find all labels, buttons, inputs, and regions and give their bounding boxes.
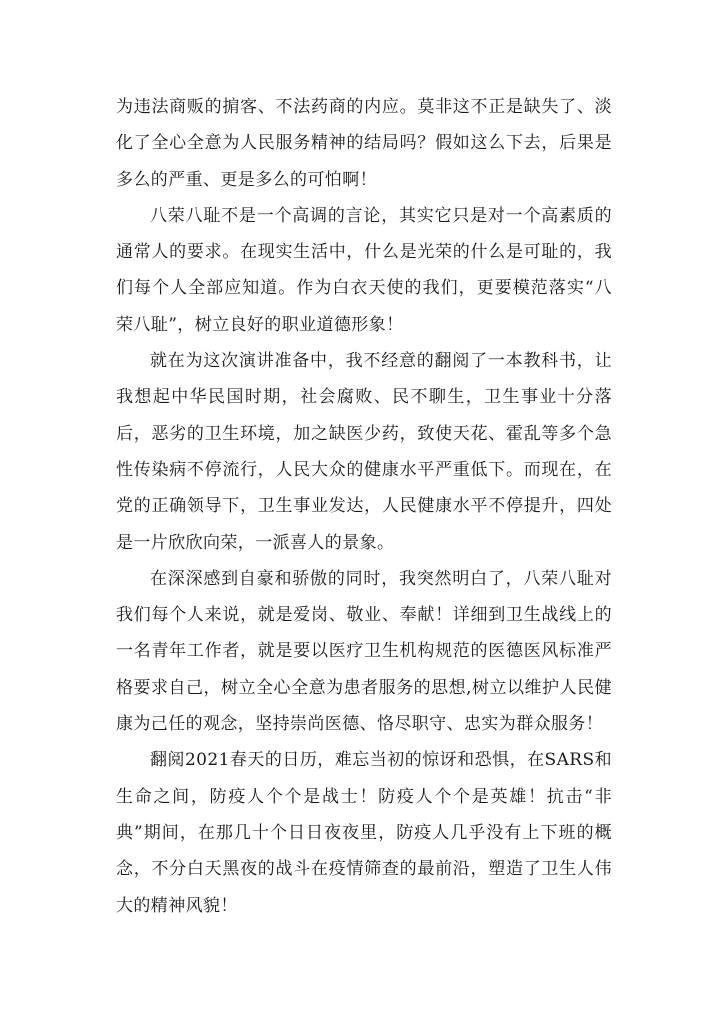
paragraph-speech-preparation: 就在为这次演讲准备中，我不经意的翻阅了一本教科书，让我想起中华民国时期，社会腐败、民不聊生，卫生事业十分落后，恶劣的卫生环境，加之缺医少药，致使天花、霍乱等多个急性传染病不停流行，人民大众的健康水平严重低下。而现在，在党的正确领导下，卫生事业发达，人民健康水平不停提升，四处是一片欣欣向荣，一派喜人的景象。 bbox=[116, 351, 612, 553]
paragraph-eight-honors: 八荣八耻不是一个高调的言论，其实它只是对一个高素质的通常人的要求。在现实生活中，什么是光荣的什么是可耻的，我们每个人全部应知道。作为白衣天使的我们，更要模范落实“八荣八耻”，树立良好的职业道德形象！ bbox=[116, 205, 612, 335]
body-text bbox=[116, 89, 612, 924]
paragraph-pride: 在深深感到自豪和骄傲的同时，我突然明白了，八荣八耻对我们每个人来说，就是爱岗、敬业、奉献！详细到卫生战线上的一名青年工作者，就是要以医疗卫生机构规范的医德医风标准严格要求自己，树立全心全意为患者服务的思想,树立以维护人民健康为己任的观念，坚持崇尚医德、恪尽职守、忠实为群众服务！ bbox=[116, 568, 612, 735]
paragraph-sars: 翻阅2021春天的日历，难忘当初的惊讶和恐惧，在SARS和生命之间，防疫人个个是战士！防疫人个个是英雄！抗击“非典”期间，在那几十个日日夜夜里，防疫人几乎没有上下班的概念，不分白天黑夜的战斗在疫情筛查的最前沿，塑造了卫生人伟大的精神风貌！ bbox=[116, 750, 612, 916]
paragraph-continuation: 为违法商贩的掮客、不法药商的内应。莫非这不正是缺失了、淡化了全心全意为人民服务精神的结局吗？假如这么下去，后果是多么的严重、更是多么的可怕啊！ bbox=[116, 97, 612, 190]
